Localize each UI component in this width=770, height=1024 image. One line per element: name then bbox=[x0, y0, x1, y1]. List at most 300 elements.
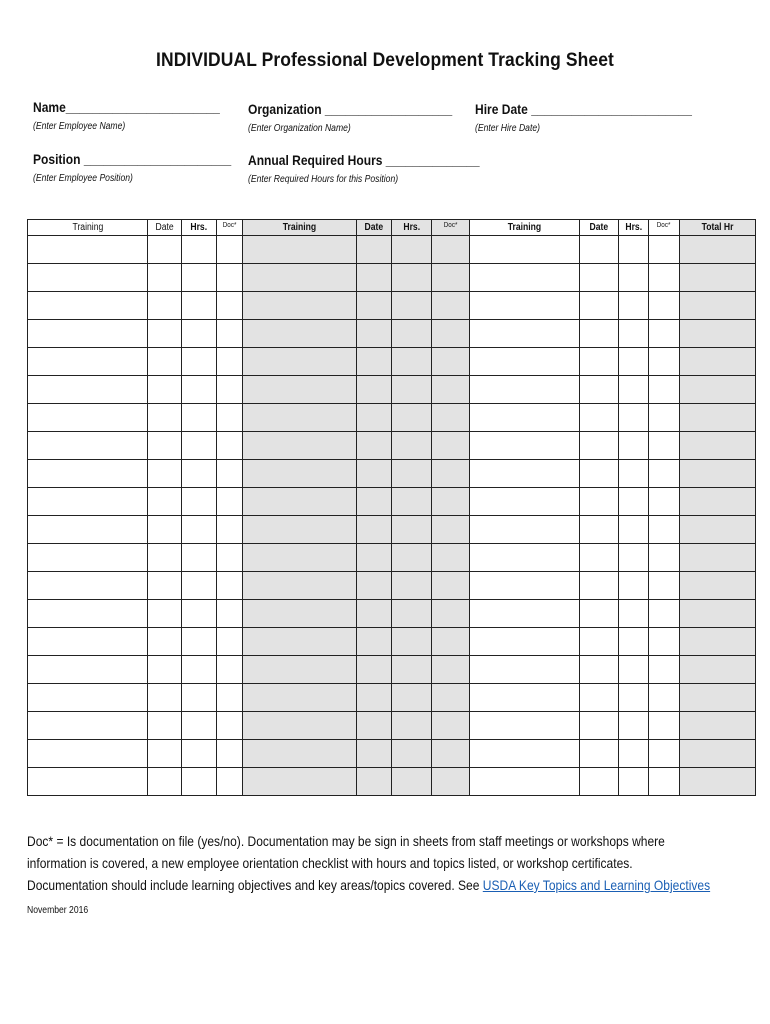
table-cell[interactable] bbox=[243, 292, 357, 320]
table-cell[interactable] bbox=[649, 432, 680, 460]
documentation-footnote bbox=[27, 830, 715, 896]
table-cell[interactable] bbox=[619, 628, 649, 656]
table-cell[interactable] bbox=[357, 516, 392, 544]
table-cell[interactable] bbox=[182, 656, 217, 684]
table-cell[interactable] bbox=[470, 404, 580, 432]
table-cell[interactable] bbox=[182, 684, 217, 712]
tracking-table bbox=[27, 219, 756, 796]
table-cell[interactable] bbox=[182, 236, 217, 264]
table-row bbox=[28, 516, 756, 544]
table-cell[interactable] bbox=[357, 768, 392, 796]
table-cell[interactable] bbox=[243, 684, 357, 712]
table-cell[interactable] bbox=[392, 572, 432, 600]
table-cell[interactable] bbox=[649, 544, 680, 572]
table-cell[interactable] bbox=[243, 236, 357, 264]
table-cell[interactable] bbox=[217, 600, 243, 628]
table-cell[interactable] bbox=[28, 768, 148, 796]
table-cell[interactable] bbox=[680, 348, 756, 376]
table-cell[interactable] bbox=[243, 516, 357, 544]
table-cell[interactable] bbox=[148, 516, 182, 544]
table-row bbox=[28, 544, 756, 572]
table-cell[interactable] bbox=[619, 768, 649, 796]
table-cell[interactable] bbox=[619, 572, 649, 600]
table-cell[interactable] bbox=[470, 236, 580, 264]
header-doc: Doc* bbox=[217, 220, 243, 236]
name-field bbox=[33, 99, 250, 132]
table-cell[interactable] bbox=[470, 572, 580, 600]
table-row bbox=[28, 600, 756, 628]
table-row bbox=[28, 348, 756, 376]
table-cell[interactable] bbox=[217, 740, 243, 768]
table-cell[interactable] bbox=[680, 320, 756, 348]
table-cell[interactable] bbox=[680, 712, 756, 740]
table-cell[interactable] bbox=[357, 684, 392, 712]
table-cell[interactable] bbox=[649, 684, 680, 712]
table-cell[interactable] bbox=[357, 600, 392, 628]
table-cell[interactable] bbox=[243, 572, 357, 600]
table-cell[interactable] bbox=[580, 768, 619, 796]
table-cell[interactable] bbox=[392, 264, 432, 292]
table-cell[interactable] bbox=[148, 768, 182, 796]
table-cell[interactable] bbox=[649, 292, 680, 320]
table-cell[interactable] bbox=[649, 264, 680, 292]
table-cell[interactable] bbox=[432, 628, 470, 656]
table-cell[interactable] bbox=[680, 460, 756, 488]
table-cell[interactable] bbox=[357, 404, 392, 432]
table-cell[interactable] bbox=[182, 740, 217, 768]
table-cell[interactable] bbox=[470, 600, 580, 628]
table-cell[interactable] bbox=[217, 628, 243, 656]
table-cell[interactable] bbox=[432, 376, 470, 404]
table-cell[interactable] bbox=[182, 544, 217, 572]
table-cell[interactable] bbox=[392, 684, 432, 712]
organization-hint: (Enter Organization Name) bbox=[248, 123, 351, 134]
table-cell[interactable] bbox=[243, 320, 357, 348]
table-cell[interactable] bbox=[148, 432, 182, 460]
table-cell[interactable] bbox=[357, 236, 392, 264]
table-cell[interactable] bbox=[217, 656, 243, 684]
table-cell[interactable] bbox=[357, 740, 392, 768]
table-cell[interactable] bbox=[148, 404, 182, 432]
table-row bbox=[28, 628, 756, 656]
table-cell[interactable] bbox=[649, 600, 680, 628]
table-cell[interactable] bbox=[680, 656, 756, 684]
table-cell[interactable] bbox=[392, 544, 432, 572]
table-cell[interactable] bbox=[649, 460, 680, 488]
table-row bbox=[28, 656, 756, 684]
table-cell[interactable] bbox=[619, 516, 649, 544]
table-cell[interactable] bbox=[470, 516, 580, 544]
table-cell[interactable] bbox=[680, 684, 756, 712]
table-cell[interactable] bbox=[357, 320, 392, 348]
hire-date-field bbox=[475, 101, 727, 134]
table-cell[interactable] bbox=[217, 404, 243, 432]
table-cell[interactable] bbox=[580, 656, 619, 684]
table-cell[interactable] bbox=[357, 376, 392, 404]
table-cell[interactable] bbox=[148, 572, 182, 600]
table-cell[interactable] bbox=[148, 628, 182, 656]
table-cell[interactable] bbox=[182, 264, 217, 292]
table-cell[interactable] bbox=[619, 544, 649, 572]
annual-hours-label: Annual Required Hours ______________ bbox=[248, 152, 480, 168]
table-cell[interactable] bbox=[619, 488, 649, 516]
table-cell[interactable] bbox=[28, 236, 148, 264]
table-cell[interactable] bbox=[392, 236, 432, 264]
table-cell[interactable] bbox=[649, 740, 680, 768]
table-cell[interactable] bbox=[432, 740, 470, 768]
table-cell[interactable] bbox=[243, 712, 357, 740]
table-row bbox=[28, 292, 756, 320]
table-cell[interactable] bbox=[357, 264, 392, 292]
table-cell[interactable] bbox=[649, 236, 680, 264]
table-cell[interactable] bbox=[580, 516, 619, 544]
table-cell[interactable] bbox=[357, 712, 392, 740]
table-cell[interactable] bbox=[392, 628, 432, 656]
table-cell[interactable] bbox=[580, 404, 619, 432]
table-cell[interactable] bbox=[243, 600, 357, 628]
table-cell[interactable] bbox=[182, 404, 217, 432]
table-cell[interactable] bbox=[580, 320, 619, 348]
table-cell[interactable] bbox=[580, 572, 619, 600]
table-row bbox=[28, 376, 756, 404]
table-cell[interactable] bbox=[649, 768, 680, 796]
table-row bbox=[28, 264, 756, 292]
table-cell[interactable] bbox=[148, 712, 182, 740]
table-cell[interactable] bbox=[649, 656, 680, 684]
table-cell[interactable] bbox=[148, 320, 182, 348]
table-cell[interactable] bbox=[432, 292, 470, 320]
table-cell[interactable] bbox=[243, 404, 357, 432]
table-cell[interactable] bbox=[470, 348, 580, 376]
table-cell[interactable] bbox=[432, 404, 470, 432]
table-cell[interactable] bbox=[148, 264, 182, 292]
table-cell[interactable] bbox=[392, 404, 432, 432]
usda-key-topics-link[interactable]: USDA Key Topics and Learning Objectives bbox=[482, 877, 711, 893]
table-cell[interactable] bbox=[619, 404, 649, 432]
table-cell[interactable] bbox=[182, 320, 217, 348]
table-cell[interactable] bbox=[28, 572, 148, 600]
table-cell[interactable] bbox=[28, 740, 148, 768]
table-cell[interactable] bbox=[432, 264, 470, 292]
table-cell[interactable] bbox=[357, 628, 392, 656]
table-row bbox=[28, 712, 756, 740]
table-cell[interactable] bbox=[392, 348, 432, 376]
table-cell[interactable] bbox=[182, 768, 217, 796]
table-cell[interactable] bbox=[28, 404, 148, 432]
table-cell[interactable] bbox=[619, 376, 649, 404]
table-cell[interactable] bbox=[649, 348, 680, 376]
table-cell[interactable] bbox=[217, 516, 243, 544]
table-cell[interactable] bbox=[680, 236, 756, 264]
table-row bbox=[28, 684, 756, 712]
table-row bbox=[28, 572, 756, 600]
table-cell[interactable] bbox=[680, 572, 756, 600]
table-cell[interactable] bbox=[28, 292, 148, 320]
table-cell[interactable] bbox=[649, 628, 680, 656]
table-cell[interactable] bbox=[217, 768, 243, 796]
table-cell[interactable] bbox=[619, 656, 649, 684]
header-hrs: Hrs. bbox=[392, 220, 432, 236]
table-cell[interactable] bbox=[680, 628, 756, 656]
table-cell[interactable] bbox=[28, 656, 148, 684]
table-cell[interactable] bbox=[649, 320, 680, 348]
table-cell[interactable] bbox=[217, 572, 243, 600]
table-cell[interactable] bbox=[470, 432, 580, 460]
table-cell[interactable] bbox=[680, 768, 756, 796]
table-cell[interactable] bbox=[182, 292, 217, 320]
table-cell[interactable] bbox=[580, 460, 619, 488]
organization-label: Organization ___________________ bbox=[248, 101, 453, 117]
table-cell[interactable] bbox=[680, 292, 756, 320]
header-hrs: Hrs. bbox=[182, 220, 217, 236]
table-row bbox=[28, 768, 756, 796]
table-cell[interactable] bbox=[580, 544, 619, 572]
table-cell[interactable] bbox=[243, 264, 357, 292]
table-cell[interactable] bbox=[182, 628, 217, 656]
table-cell[interactable] bbox=[357, 348, 392, 376]
table-cell[interactable] bbox=[580, 488, 619, 516]
table-header-row bbox=[28, 220, 756, 236]
table-cell[interactable] bbox=[217, 236, 243, 264]
table-cell[interactable] bbox=[680, 740, 756, 768]
table-cell[interactable] bbox=[392, 740, 432, 768]
table-cell[interactable] bbox=[357, 488, 392, 516]
table-cell[interactable] bbox=[580, 740, 619, 768]
table-cell[interactable] bbox=[470, 740, 580, 768]
table-cell[interactable] bbox=[392, 432, 432, 460]
table-cell[interactable] bbox=[680, 544, 756, 572]
table-cell[interactable] bbox=[649, 376, 680, 404]
table-row bbox=[28, 320, 756, 348]
table-cell[interactable] bbox=[182, 460, 217, 488]
table-cell[interactable] bbox=[243, 740, 357, 768]
table-cell[interactable] bbox=[392, 292, 432, 320]
table-cell[interactable] bbox=[148, 376, 182, 404]
table-cell[interactable] bbox=[619, 460, 649, 488]
table-cell[interactable] bbox=[357, 656, 392, 684]
table-cell[interactable] bbox=[649, 404, 680, 432]
table-cell[interactable] bbox=[357, 572, 392, 600]
table-cell[interactable] bbox=[619, 264, 649, 292]
table-cell[interactable] bbox=[28, 684, 148, 712]
table-cell[interactable] bbox=[580, 264, 619, 292]
table-cell[interactable] bbox=[432, 236, 470, 264]
table-cell[interactable] bbox=[619, 740, 649, 768]
table-cell[interactable] bbox=[619, 292, 649, 320]
table-cell[interactable] bbox=[580, 236, 619, 264]
table-cell[interactable] bbox=[470, 768, 580, 796]
table-cell[interactable] bbox=[357, 460, 392, 488]
table-cell[interactable] bbox=[392, 656, 432, 684]
table-cell[interactable] bbox=[357, 544, 392, 572]
table-cell[interactable] bbox=[619, 712, 649, 740]
table-cell[interactable] bbox=[470, 292, 580, 320]
table-cell[interactable] bbox=[182, 600, 217, 628]
table-cell[interactable] bbox=[432, 320, 470, 348]
table-cell[interactable] bbox=[357, 432, 392, 460]
table-cell[interactable] bbox=[619, 236, 649, 264]
table-cell[interactable] bbox=[432, 460, 470, 488]
table-cell[interactable] bbox=[680, 376, 756, 404]
table-cell[interactable] bbox=[470, 320, 580, 348]
table-cell[interactable] bbox=[392, 712, 432, 740]
table-cell[interactable] bbox=[470, 544, 580, 572]
table-cell[interactable] bbox=[432, 488, 470, 516]
table-cell[interactable] bbox=[217, 376, 243, 404]
table-cell[interactable] bbox=[217, 432, 243, 460]
table-row bbox=[28, 488, 756, 516]
table-cell[interactable] bbox=[28, 432, 148, 460]
table-cell[interactable] bbox=[182, 376, 217, 404]
table-cell[interactable] bbox=[680, 432, 756, 460]
table-row bbox=[28, 460, 756, 488]
table-cell[interactable] bbox=[432, 768, 470, 796]
table-cell[interactable] bbox=[28, 264, 148, 292]
table-cell[interactable] bbox=[217, 264, 243, 292]
table-cell[interactable] bbox=[392, 600, 432, 628]
table-cell[interactable] bbox=[28, 712, 148, 740]
header-training: Training bbox=[470, 220, 580, 236]
table-cell[interactable] bbox=[432, 656, 470, 684]
table-cell[interactable] bbox=[217, 712, 243, 740]
table-cell[interactable] bbox=[470, 264, 580, 292]
table-cell[interactable] bbox=[28, 320, 148, 348]
table-cell[interactable] bbox=[470, 488, 580, 516]
table-cell[interactable] bbox=[148, 656, 182, 684]
table-cell[interactable] bbox=[148, 488, 182, 516]
table-cell[interactable] bbox=[243, 628, 357, 656]
position-field bbox=[33, 151, 263, 184]
table-cell[interactable] bbox=[217, 684, 243, 712]
table-cell[interactable] bbox=[28, 544, 148, 572]
table-cell[interactable] bbox=[470, 460, 580, 488]
table-cell[interactable] bbox=[470, 712, 580, 740]
table-cell[interactable] bbox=[680, 600, 756, 628]
table-cell[interactable] bbox=[148, 544, 182, 572]
table-cell[interactable] bbox=[28, 516, 148, 544]
table-cell[interactable] bbox=[619, 432, 649, 460]
table-cell[interactable] bbox=[148, 684, 182, 712]
table-cell[interactable] bbox=[432, 684, 470, 712]
table-cell[interactable] bbox=[649, 712, 680, 740]
table-cell[interactable] bbox=[649, 572, 680, 600]
table-row bbox=[28, 740, 756, 768]
table-cell[interactable] bbox=[243, 488, 357, 516]
table-cell[interactable] bbox=[182, 488, 217, 516]
table-cell[interactable] bbox=[580, 432, 619, 460]
table-cell[interactable] bbox=[243, 376, 357, 404]
table-cell[interactable] bbox=[680, 264, 756, 292]
table-cell[interactable] bbox=[243, 768, 357, 796]
table-cell[interactable] bbox=[432, 572, 470, 600]
table-cell[interactable] bbox=[392, 516, 432, 544]
header-date: Date bbox=[580, 220, 619, 236]
table-cell[interactable] bbox=[357, 292, 392, 320]
table-cell[interactable] bbox=[470, 628, 580, 656]
table-cell[interactable] bbox=[182, 516, 217, 544]
annual-hours-hint: (Enter Required Hours for this Position) bbox=[248, 174, 399, 185]
table-cell[interactable] bbox=[243, 348, 357, 376]
table-cell[interactable] bbox=[148, 292, 182, 320]
table-cell[interactable] bbox=[580, 292, 619, 320]
table-cell[interactable] bbox=[217, 460, 243, 488]
table-cell[interactable] bbox=[148, 236, 182, 264]
table-row bbox=[28, 404, 756, 432]
table-cell[interactable] bbox=[392, 768, 432, 796]
table-cell[interactable] bbox=[217, 544, 243, 572]
table-cell[interactable] bbox=[432, 516, 470, 544]
table-cell[interactable] bbox=[580, 348, 619, 376]
table-cell[interactable] bbox=[470, 656, 580, 684]
position-label: Position ______________________ bbox=[33, 151, 232, 167]
table-cell[interactable] bbox=[28, 460, 148, 488]
table-cell[interactable] bbox=[28, 628, 148, 656]
table-cell[interactable] bbox=[182, 348, 217, 376]
header-training: Training bbox=[28, 220, 148, 236]
table-cell[interactable] bbox=[580, 600, 619, 628]
table-cell[interactable] bbox=[148, 348, 182, 376]
table-cell[interactable] bbox=[217, 292, 243, 320]
header-hrs: Hrs. bbox=[619, 220, 649, 236]
table-cell[interactable] bbox=[28, 348, 148, 376]
table-cell[interactable] bbox=[243, 544, 357, 572]
table-cell[interactable] bbox=[649, 516, 680, 544]
table-cell[interactable] bbox=[580, 376, 619, 404]
table-cell[interactable] bbox=[432, 712, 470, 740]
table-cell[interactable] bbox=[680, 488, 756, 516]
table-cell[interactable] bbox=[182, 712, 217, 740]
table-cell[interactable] bbox=[432, 348, 470, 376]
hire-date-hint: (Enter Hire Date) bbox=[475, 123, 540, 134]
table-cell[interactable] bbox=[680, 516, 756, 544]
table-cell[interactable] bbox=[28, 488, 148, 516]
table-cell[interactable] bbox=[182, 432, 217, 460]
table-cell[interactable] bbox=[28, 600, 148, 628]
table-cell[interactable] bbox=[432, 432, 470, 460]
table-cell[interactable] bbox=[580, 628, 619, 656]
table-cell[interactable] bbox=[148, 740, 182, 768]
table-cell[interactable] bbox=[182, 572, 217, 600]
table-cell[interactable] bbox=[619, 600, 649, 628]
table-cell[interactable] bbox=[148, 600, 182, 628]
table-cell[interactable] bbox=[392, 320, 432, 348]
table-cell[interactable] bbox=[243, 432, 357, 460]
table-cell[interactable] bbox=[392, 460, 432, 488]
table-cell[interactable] bbox=[392, 488, 432, 516]
table-cell[interactable] bbox=[217, 320, 243, 348]
table-cell[interactable] bbox=[470, 684, 580, 712]
table-cell[interactable] bbox=[619, 684, 649, 712]
table-cell[interactable] bbox=[392, 376, 432, 404]
table-cell[interactable] bbox=[432, 544, 470, 572]
table-cell[interactable] bbox=[649, 488, 680, 516]
table-cell[interactable] bbox=[243, 656, 357, 684]
table-cell[interactable] bbox=[243, 460, 357, 488]
table-cell[interactable] bbox=[580, 684, 619, 712]
table-cell[interactable] bbox=[217, 488, 243, 516]
table-cell[interactable] bbox=[580, 712, 619, 740]
table-cell[interactable] bbox=[28, 376, 148, 404]
table-cell[interactable] bbox=[470, 376, 580, 404]
table-cell[interactable] bbox=[148, 460, 182, 488]
table-cell[interactable] bbox=[619, 320, 649, 348]
header-total-hr: Total Hr bbox=[680, 220, 756, 236]
table-cell[interactable] bbox=[432, 600, 470, 628]
table-cell[interactable] bbox=[619, 348, 649, 376]
table-cell[interactable] bbox=[680, 404, 756, 432]
table-cell[interactable] bbox=[217, 348, 243, 376]
header-date: Date bbox=[148, 220, 182, 236]
